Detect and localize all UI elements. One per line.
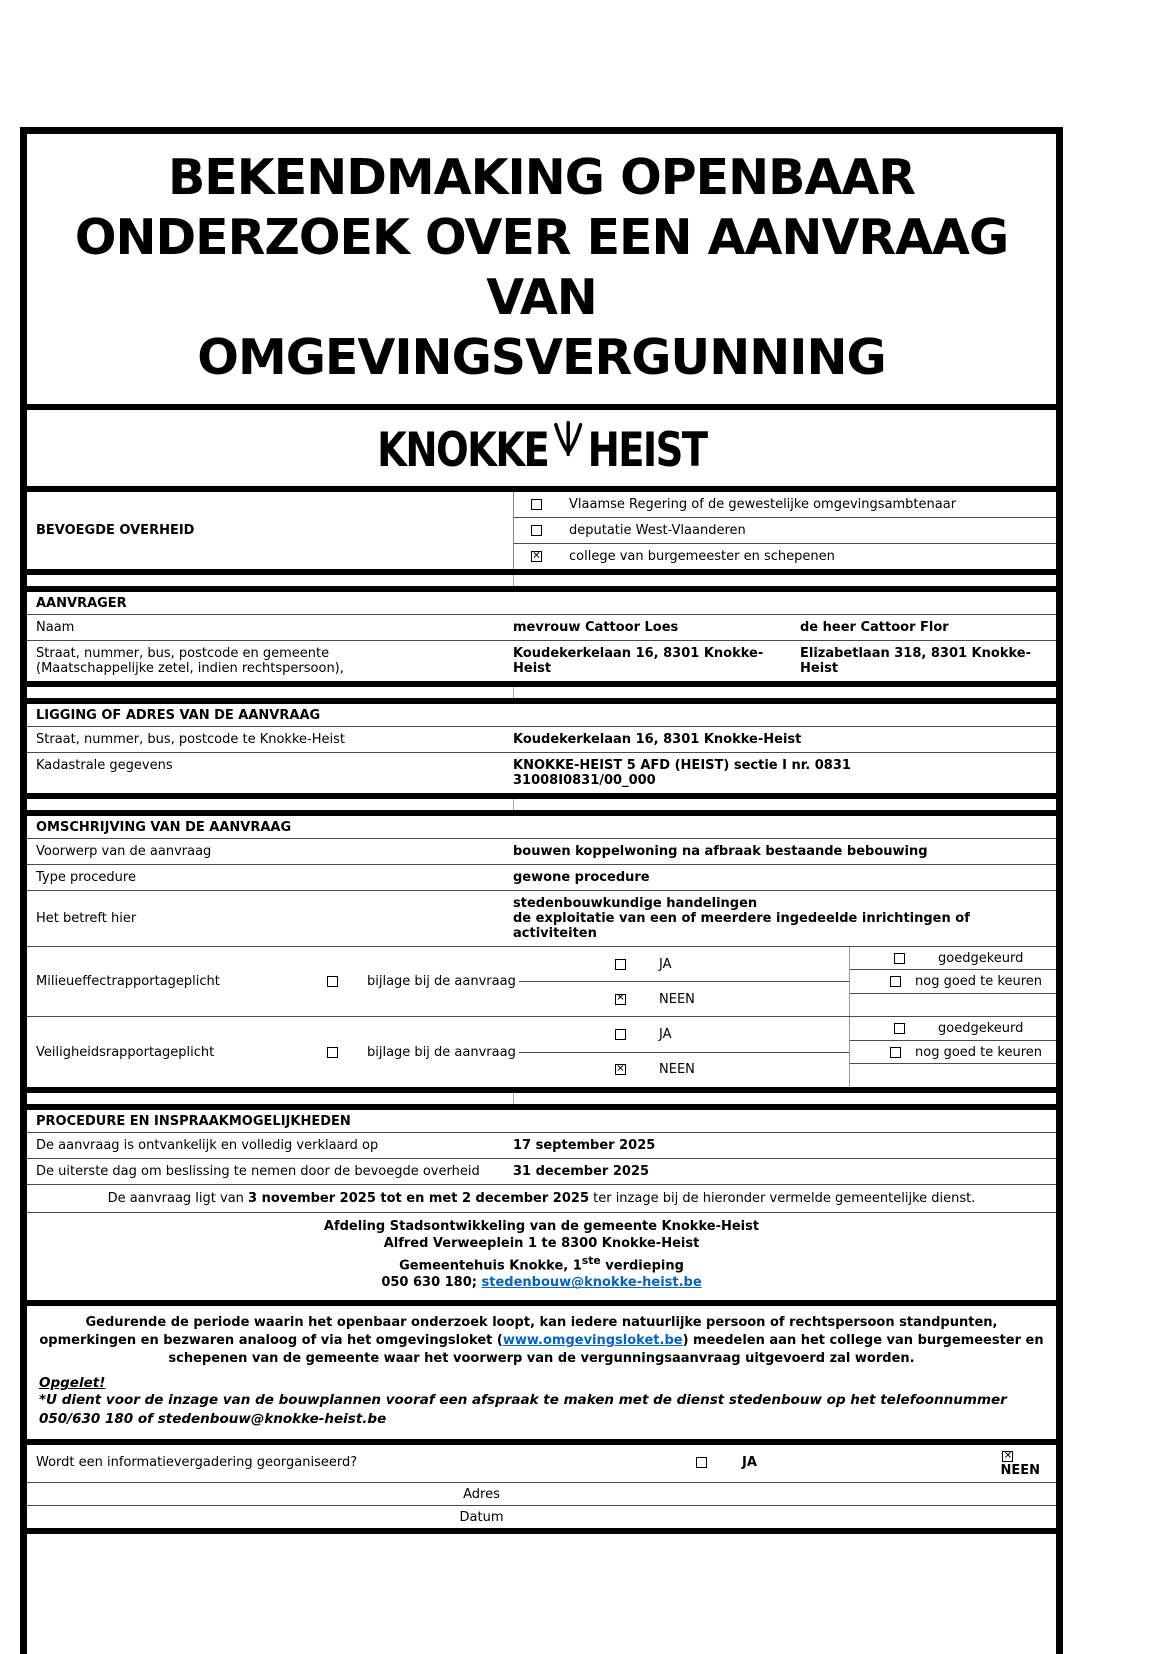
opgelet-label: Opgelet! <box>39 1375 106 1392</box>
bezwaar-paragraaf <box>39 1314 1044 1368</box>
betreft-value <box>513 891 1056 946</box>
uiterste-dag-row <box>27 1159 1056 1185</box>
dienst-verdieping-sup: ste <box>581 1254 601 1267</box>
ontvankelijk-row <box>27 1133 1056 1159</box>
section-spacer <box>27 687 1056 704</box>
type-procedure-value: gewone procedure <box>513 870 650 885</box>
milieueffect-bijlage-checkbox[interactable] <box>327 976 338 987</box>
vlaamse-regering-checkbox[interactable] <box>531 499 542 510</box>
voorwerp-row <box>27 839 1056 865</box>
aanvrager-header: AANVRAGER <box>27 592 1056 615</box>
title-block <box>27 134 1056 410</box>
afspraak-note: *U dient voor de inzage van de bouwplannen vooraf een afspraak te maken met de dienst stedenbouw op het telefoonnummer 050/630 180 of stedenbouw@knokke-heist.be <box>39 1392 1007 1428</box>
veiligheid-ja-label: JA <box>659 1026 672 1042</box>
naam-value-1: mevrouw Cattoor Loes <box>513 620 679 635</box>
milieueffect-neen-label: NEEN <box>659 991 695 1007</box>
college-label: college van burgemeester en schepenen <box>569 549 835 564</box>
empty-bottom-area <box>27 1534 1056 1654</box>
municipality-logo <box>27 410 1056 492</box>
informatievergadering-neen-checkbox[interactable] <box>1002 1451 1013 1462</box>
milieueffect-goedgekeurd-label: goedgekeurd <box>938 950 1024 966</box>
veiligheid-nog-label: nog goed te keuren <box>915 1044 1042 1060</box>
veiligheid-status-empty <box>850 1064 1056 1087</box>
milieueffect-ja-neen <box>519 947 849 1016</box>
ligging-header: LIGGING OF ADRES VAN DE AANVRAAG <box>27 704 1056 727</box>
ontvankelijk-value: 17 september 2025 <box>513 1138 656 1153</box>
veiligheid-status-column <box>849 1017 1056 1087</box>
dienst-verdieping-suffix: verdieping <box>600 1258 684 1274</box>
page-title-line2: ONDERZOEK OVER EEN AANVRAAG VAN <box>74 209 1009 326</box>
gemeentelijke-dienst-block <box>27 1213 1056 1300</box>
ligging-straat-label: Straat, nummer, bus, postcode te Knokke-Heist <box>36 732 345 747</box>
veiligheid-bijlage <box>327 1017 519 1087</box>
bevoegde-overheid-options <box>513 492 1056 569</box>
omgevingsloket-link[interactable]: www.omgevingsloket.be <box>502 1333 683 1349</box>
informatievergadering-ja <box>696 1451 757 1470</box>
milieueffect-ja-label: JA <box>659 956 672 972</box>
section-procedure <box>27 1110 1056 1306</box>
milieueffect-label: Milieueffectrapportageplicht <box>36 974 220 989</box>
informatievergadering-neen <box>1000 1451 1046 1478</box>
kadaster-label: Kadastrale gegevens <box>36 758 173 773</box>
betreft-label: Het betreft hier <box>36 911 137 926</box>
veiligheid-label: Veiligheidsrapportageplicht <box>36 1044 215 1060</box>
veiligheid-goedgekeurd-checkbox[interactable] <box>894 1023 905 1034</box>
logo-text-knokke: KNOKKE <box>376 423 548 478</box>
type-procedure-row <box>27 865 1056 891</box>
section-ligging <box>27 704 1056 799</box>
dienst-verdieping-prefix: Gemeentehuis Knokke, 1 <box>399 1258 582 1274</box>
informatievergadering-question: Wordt een informatievergadering georganiseerd? <box>36 1455 358 1471</box>
vlaamse-regering-label: Vlaamse Regering of de gewestelijke omgevingsambtenaar <box>569 497 957 512</box>
milieueffect-ja-checkbox[interactable] <box>615 959 626 970</box>
kadaster-value <box>513 753 1056 793</box>
aanvrager-adres-value-1: Koudekerkelaan 16, 8301 Knokke-Heist <box>513 646 764 676</box>
section-bevoegde-overheid <box>27 492 1056 575</box>
milieueffect-goedgekeurd-checkbox[interactable] <box>894 953 905 964</box>
veiligheid-neen-row <box>519 1053 849 1088</box>
milieueffect-neen-row <box>519 982 849 1016</box>
informatievergadering-row <box>27 1445 1056 1483</box>
logo-text-heist: HEIST <box>587 423 707 478</box>
dienst-afdeling: Afdeling Stadsontwikkeling van de gemeente Knokke-Heist <box>323 1219 760 1234</box>
betreft-value-line1: stedenbouwkundige handelingen <box>513 896 758 911</box>
bevoegde-overheid-label: BEVOEGDE OVERHEID <box>36 523 195 538</box>
informatievergadering-ja-label: JA <box>742 1455 757 1471</box>
milieueffect-row <box>27 947 1056 1017</box>
section-bezwaar <box>27 1306 1056 1445</box>
college-checkbox[interactable] <box>531 551 542 562</box>
veiligheid-ja-checkbox[interactable] <box>615 1029 626 1040</box>
section-spacer <box>27 799 1056 816</box>
page-title-line1: BEKENDMAKING OPENBAAR <box>167 149 916 206</box>
inzage-periode: 3 november 2025 tot en met 2 december 2025 <box>248 1191 589 1206</box>
announcement-form <box>20 127 1063 1654</box>
milieueffect-nog-label: nog goed te keuren <box>915 973 1042 989</box>
option-deputatie <box>514 518 1056 544</box>
milieueffect-ja-row <box>519 947 849 982</box>
section-informatievergadering <box>27 1445 1056 1534</box>
datum-row: Datum <box>459 1510 504 1526</box>
option-vlaamse-regering <box>514 492 1056 518</box>
section-spacer <box>27 1093 1056 1110</box>
procedure-header: PROCEDURE EN INSPRAAKMOGELIJKHEDEN <box>27 1110 1056 1133</box>
dienst-verdieping <box>27 1252 1056 1274</box>
informatievergadering-ja-checkbox[interactable] <box>696 1457 707 1468</box>
veiligheid-bijlage-label: bijlage bij de aanvraag <box>367 1044 516 1060</box>
veiligheid-neen-label: NEEN <box>659 1062 695 1078</box>
informatievergadering-neen-label: NEEN <box>1000 1463 1040 1479</box>
dienst-adres: Alfred Verweeplein 1 te 8300 Knokke-Heist <box>383 1236 700 1251</box>
ligging-straat-row <box>27 727 1056 753</box>
betreft-row <box>27 891 1056 947</box>
voorwerp-value: bouwen koppelwoning na afbraak bestaande bebouwing <box>513 844 928 859</box>
milieueffect-bijlage <box>327 947 519 1016</box>
deputatie-checkbox[interactable] <box>531 525 542 536</box>
ontvankelijk-label: De aanvraag is ontvankelijk en volledig verklaard op <box>36 1138 379 1153</box>
section-omschrijving <box>27 816 1056 1093</box>
milieueffect-status-empty <box>850 994 1056 1016</box>
veiligheid-ja-neen <box>519 1017 849 1087</box>
stedenbouw-email-link[interactable]: stedenbouw@knokke-heist.be <box>481 1275 702 1291</box>
kadaster-value-line2: 31008I0831/00_000 <box>513 773 656 788</box>
veiligheid-goedgekeurd-row <box>850 1017 1056 1041</box>
voorwerp-label: Voorwerp van de aanvraag <box>36 844 212 859</box>
aanvrager-naam-row <box>27 615 1056 641</box>
betreft-value-line2: de exploitatie van een of meerdere ingedeelde inrichtingen of activiteiten <box>513 911 970 941</box>
section-spacer <box>27 575 1056 592</box>
inzage-periode-line <box>27 1185 1056 1213</box>
dienst-contact <box>27 1274 1056 1291</box>
ligging-kadaster-row <box>27 753 1056 793</box>
inzage-prefix: De aanvraag ligt van <box>107 1191 249 1206</box>
dienst-telefoon: 050 630 180; <box>381 1275 482 1291</box>
ligging-straat-value: Koudekerkelaan 16, 8301 Knokke-Heist <box>513 732 802 747</box>
milieueffect-goedgekeurd-row <box>850 947 1056 970</box>
aanvrager-adres-label <box>27 641 513 681</box>
omschrijving-header: OMSCHRIJVING VAN DE AANVRAAG <box>27 816 1056 839</box>
veiligheid-neen-checkbox[interactable] <box>615 1064 626 1075</box>
page-title-line3: OMGEVINGSVERGUNNING <box>197 329 886 386</box>
option-college <box>514 544 1056 569</box>
milieueffect-nog-row <box>850 970 1056 993</box>
uiterste-dag-value: 31 december 2025 <box>513 1164 650 1179</box>
section-aanvrager <box>27 592 1056 687</box>
milieueffect-neen-checkbox[interactable] <box>615 994 626 1005</box>
milieueffect-bijlage-label: bijlage bij de aanvraag <box>367 974 516 989</box>
bezwaar-prefix: Gedurende de periode waarin het openbaar onderzoek loopt, kan iedere natuurlijke persoon of rechtspersoon standpunten, opmerkingen en bezwaren analoog of via het omgevingsloket ( <box>39 1315 998 1349</box>
deputatie-label: deputatie West-Vlaanderen <box>569 523 746 538</box>
veiligheid-nog-checkbox[interactable] <box>890 1047 901 1058</box>
adres-row: Adres <box>27 1483 1056 1506</box>
veiligheid-ja-row <box>519 1017 849 1053</box>
aanvrager-adres-label-line1: Straat, nummer, bus, postcode en gemeente <box>36 646 330 661</box>
naam-label: Naam <box>36 620 75 635</box>
knokke-heist-gull-icon <box>550 416 586 460</box>
milieueffect-status-column <box>849 947 1056 1016</box>
kadaster-value-line1: KNOKKE-HEIST 5 AFD (HEIST) sectie I nr. 0831 <box>513 758 851 773</box>
inzage-suffix: ter inzage bij de hieronder vermelde gemeentelijke dienst. <box>588 1191 976 1206</box>
veiligheid-row <box>27 1017 1056 1087</box>
milieueffect-nog-checkbox[interactable] <box>890 976 901 987</box>
veiligheid-bijlage-checkbox[interactable] <box>327 1047 338 1058</box>
veiligheid-goedgekeurd-label: goedgekeurd <box>938 1020 1024 1036</box>
aanvrager-adres-row <box>27 641 1056 681</box>
aanvrager-adres-value-2: Elizabetlaan 318, 8301 Knokke-Heist <box>800 646 1031 676</box>
bezwaar-suffix: ) meedelen aan het college van burgemeester en schepenen van de gemeente waar het voorwerp van de vergunningsaanvraag uitgevoerd zal worden. <box>168 1333 1044 1367</box>
veiligheid-nog-row <box>850 1041 1056 1065</box>
aanvrager-adres-label-line2: (Maatschappelijke zetel, indien rechtspersoon), <box>36 661 344 676</box>
type-procedure-label: Type procedure <box>36 870 136 885</box>
naam-value-2: de heer Cattoor Flor <box>800 620 949 635</box>
uiterste-dag-label: De uiterste dag om beslissing te nemen door de bevoegde overheid <box>36 1164 480 1179</box>
